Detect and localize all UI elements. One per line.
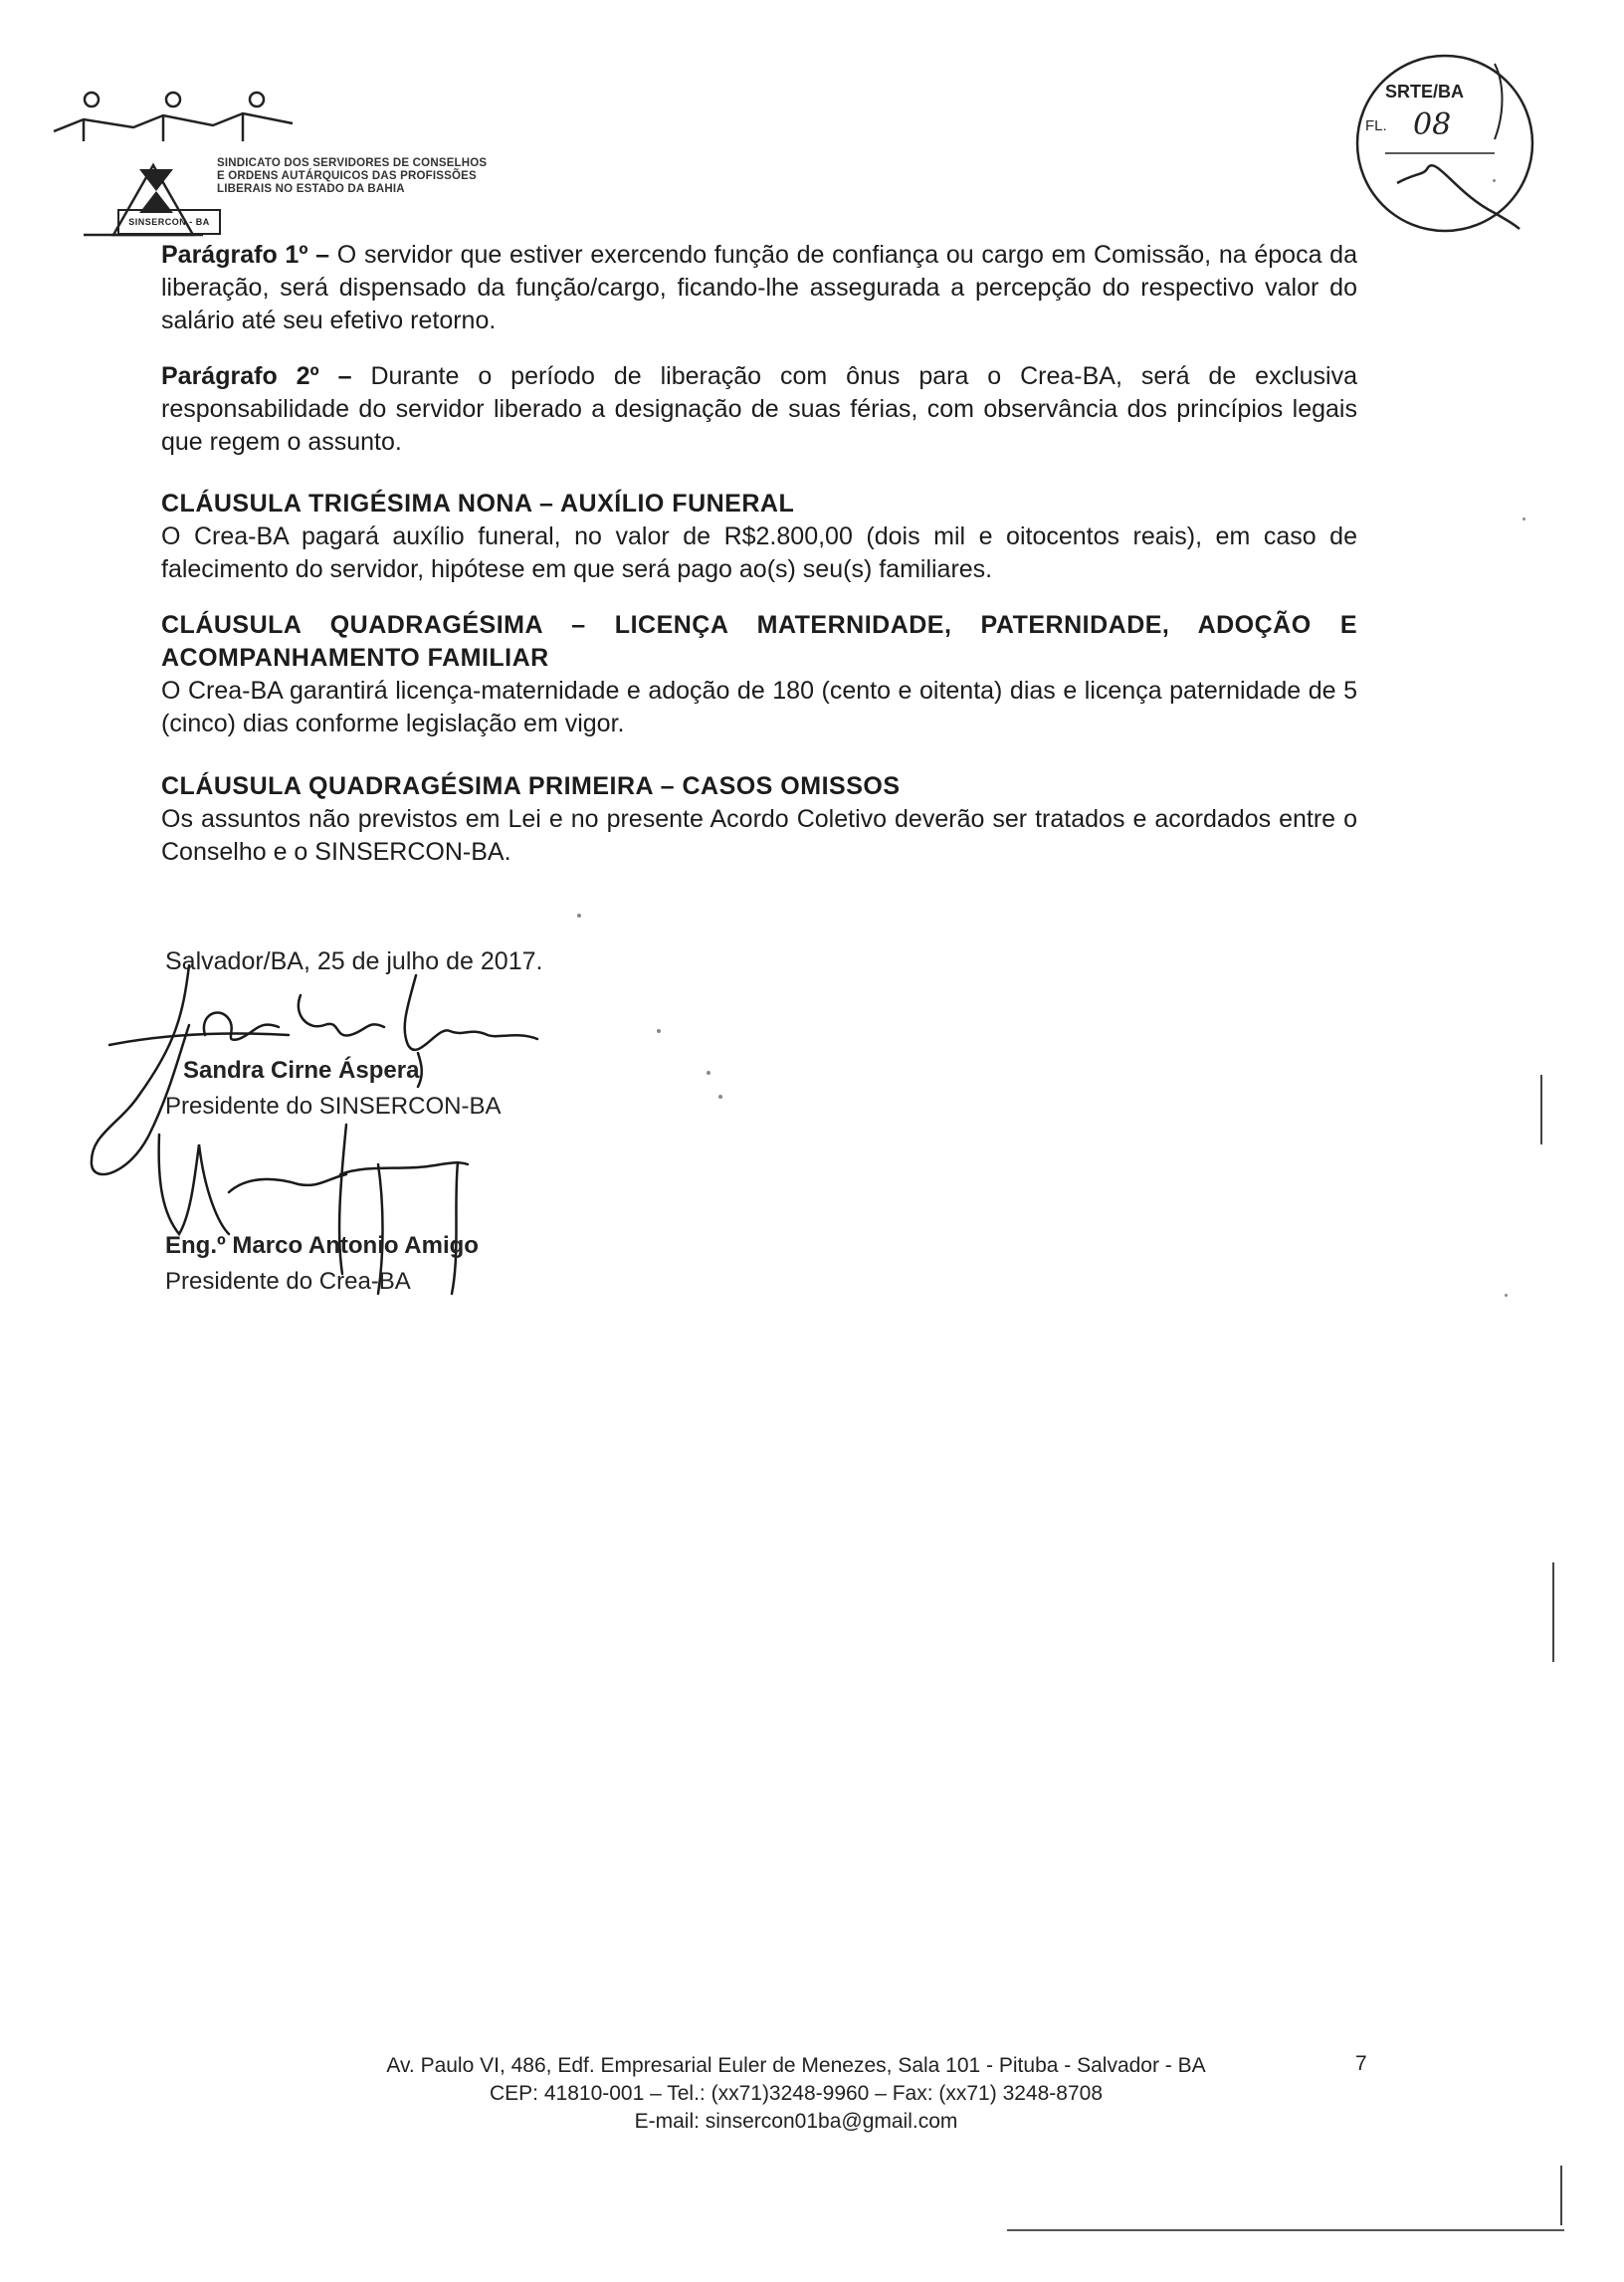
paragraph-2	[161, 360, 1357, 459]
page-number: 7	[1355, 2052, 1367, 2075]
stamp-folio-number: 08	[1413, 107, 1452, 142]
scan-speck	[577, 914, 581, 918]
signatory-1-name: Sandra Cirne Áspera	[183, 1057, 420, 1084]
logo-org-name	[217, 157, 535, 196]
footer-rule	[1007, 2229, 1564, 2231]
stamp-folio-label: FL.	[1365, 117, 1387, 134]
footer-address-block	[249, 2052, 1343, 2136]
paragraph-1	[161, 239, 1357, 337]
logo-line: SINDICATO DOS SERVIDORES DE CONSELHOS	[217, 157, 488, 169]
paragraph-2-text: Durante o período de liberação com ônus para o Crea-BA, será de exclusiva responsabilidade do servidor liberado a designação de suas férias, com observância dos princípios legais que regem o assunto.	[161, 362, 1357, 456]
signatory-2-name: Eng.º Marco Antonio Amigo	[165, 1232, 479, 1259]
clause-41-text: Os assuntos não previstos em Lei e no presente Acordo Coletivo deverão ser tratados e acordados entre o Conselho e o SINSERCON-BA.	[161, 805, 1357, 866]
clause-41-heading: CLÁUSULA QUADRAGÉSIMA PRIMEIRA – CASOS OMISSOS	[161, 772, 901, 800]
srte-stamp-icon	[1345, 44, 1544, 243]
scan-speck	[1505, 1294, 1508, 1297]
clause-40	[161, 609, 1357, 740]
footer-address: Av. Paulo VI, 486, Edf. Empresarial Euler de Menezes, Sala 101 - Pituba - Salvador - BA	[386, 2054, 1206, 2077]
footer-phones: CEP: 41810-001 – Tel.: (xx71)3248-9960 – Fax: (xx71) 3248-8708	[490, 2082, 1103, 2105]
clause-39-heading: CLÁUSULA TRIGÉSIMA NONA – AUXÍLIO FUNERAL	[161, 490, 795, 518]
stamp-label: SRTE/BA	[1385, 82, 1465, 102]
scan-speck	[1493, 179, 1496, 182]
clause-39-text: O Crea-BA pagará auxílio funeral, no valor de R$2.800,00 (dois mil e oitocentos reais), em caso de falecimento do servidor, hipótese em que será pago ao(s) seu(s) familiares.	[161, 522, 1357, 583]
signature-date: Salvador/BA, 25 de julho de 2017.	[165, 947, 543, 975]
scan-speck	[657, 1029, 661, 1033]
scan-speck	[718, 1095, 722, 1099]
clause-39	[161, 488, 1357, 586]
scan-speck	[1522, 518, 1525, 520]
footer-email: E-mail: sinsercon01ba@gmail.com	[634, 2110, 958, 2133]
clause-40-text: O Crea-BA garantirá licença-maternidade e adoção de 180 (cento e oitenta) dias e licença paternidade de 5 (cinco) dias conforme legislação em vigor.	[161, 677, 1357, 737]
clause-41	[161, 770, 1357, 869]
signatory-1-role: Presidente do SINSERCON-BA	[165, 1093, 502, 1120]
scan-edge-mark	[1552, 1562, 1554, 1662]
scan-speck	[707, 1071, 710, 1075]
scan-edge-mark	[1540, 1075, 1542, 1144]
scan-edge-mark	[1560, 2166, 1562, 2225]
paragraph-2-label: Parágrafo 2º –	[161, 362, 352, 390]
paragraph-1-text: O servidor que estiver exercendo função de confiança ou cargo em Comissão, na época da liberação, será dispensado da função/cargo, ficando-lhe assegurada a percepção do respectivo valor do salário até seu efetivo retorno.	[161, 241, 1357, 334]
signatory-2-role: Presidente do Crea-BA	[165, 1268, 411, 1295]
clause-40-heading: CLÁUSULA QUADRAGÉSIMA – LICENÇA MATERNIDADE, PATERNIDADE, ADOÇÃO E ACOMPANHAMENTO FAMILIAR	[161, 611, 1357, 672]
logo-line: E ORDENS AUTÁRQUICOS DAS PROFISSÕES	[217, 170, 477, 182]
paragraph-1-label: Parágrafo 1º –	[161, 241, 330, 269]
logo-line: LIBERAIS NO ESTADO DA BAHIA	[217, 183, 405, 195]
logo-box-label: SINSERCON - BA	[117, 209, 221, 235]
